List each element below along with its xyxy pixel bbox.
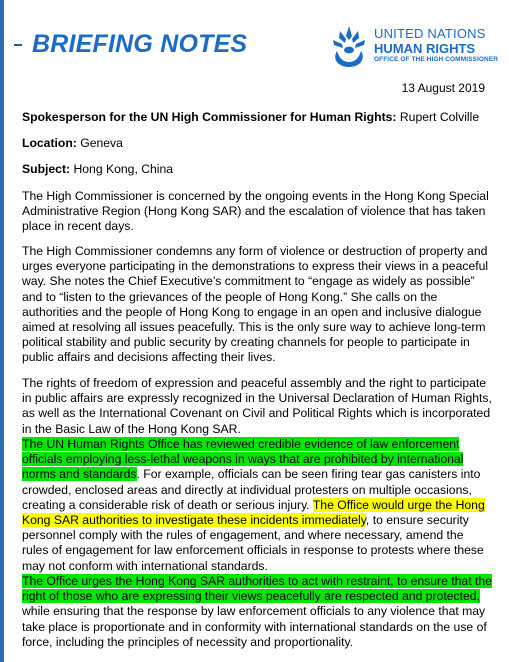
subject-value: Hong Kong, China bbox=[73, 162, 174, 176]
paragraph-4 bbox=[22, 437, 492, 574]
paragraph-3: The rights of freedom of expression and peaceful assembly and the right to participate in public affairs are expressly recognized in the Universal Declaration of Human Rights, as well as the International Covenant on Civil and Political Rights which is incorporated in the Basic Law of the Hong Kong SAR. bbox=[22, 376, 492, 436]
side-tick-mark bbox=[14, 44, 22, 46]
highlight-green-restraint: The Office urges the Hong Kong SAR authorities to act with restraint, to ensure that the right of those who are expressing their views peacefully are respected and protected, bbox=[22, 574, 492, 604]
subject-label: Subject: bbox=[22, 162, 71, 176]
paragraph-4-middle: . For example, officials can be seen firing tear gas canisters into crowded, enclosed areas and directly at individual protesters on multiple occasions, creating a considerable risk of death or serious injury. bbox=[22, 467, 481, 512]
location-label: Location: bbox=[22, 136, 77, 150]
briefing-date: 13 August 2019 bbox=[401, 81, 485, 95]
spokesperson-line bbox=[22, 110, 492, 125]
highlight-yellow-investigate: The Office would urge the Hong Kong SAR authorities to investigate these incidents immediately bbox=[22, 497, 485, 528]
location-line bbox=[22, 136, 492, 151]
un-human-rights-emblem-icon bbox=[328, 23, 370, 69]
spokesperson-label: Spokesperson for the UN High Commissioner for Human Rights: bbox=[22, 110, 397, 124]
un-human-rights-logo-text bbox=[374, 26, 498, 64]
highlight-green-evidence: The UN Human Rights Office has reviewed credible evidence of law enforcement officials employing less-lethal weapons in ways that are prohibited by international norms and standards bbox=[22, 437, 464, 482]
left-accent-bar bbox=[0, 0, 4, 662]
spokesperson-name: Rupert Colville bbox=[399, 110, 480, 124]
paragraph-2: The High Commissioner condemns any form of violence or destruction of property and urges everyone participating in the demonstrations to express their views in a peaceful way. She notes the Chief Executive’s commitment to “engage as widely as possible” and to “listen to the grievances of the people of Hong Kong.” She calls on the authorities and the people of Hong Kong to engage in an open and inclusive dialogue aimed at resolving all issues peacefully. This is the only sure way to achieve long-term political stability and public security by creating channels for people to participate in public affairs and decisions affecting their lives. bbox=[22, 244, 489, 365]
logo-line-human-rights: HUMAN RIGHTS bbox=[374, 41, 476, 56]
subject-line bbox=[22, 162, 492, 177]
logo-line-united-nations: UNITED NATIONS bbox=[374, 26, 486, 41]
paragraph-4-end: , to ensure security personnel comply with the rules of engagement, and where necessary, amend the rules of engagement for law enforcement officials in response to protests where these may not conform with international standards. bbox=[22, 513, 484, 573]
paragraph-1: The High Commissioner is concerned by the ongoing events in the Hong Kong Special Administrative Region (Hong Kong SAR) and the escalation of violence that has taken place in recent days. bbox=[22, 189, 489, 234]
paragraph-5-end: while ensuring that the response by law enforcement officials to any violence that may take place is proportionate and in conformity with international standards on the use of force, including the principles of necessity and proportionality. bbox=[22, 604, 487, 649]
briefing-notes-title: BRIEFING NOTES bbox=[32, 30, 248, 58]
logo-line-office: OFFICE OF THE HIGH COMMISSIONER bbox=[374, 56, 499, 63]
location-value: Geneva bbox=[80, 136, 123, 150]
paragraph-5 bbox=[22, 574, 492, 650]
